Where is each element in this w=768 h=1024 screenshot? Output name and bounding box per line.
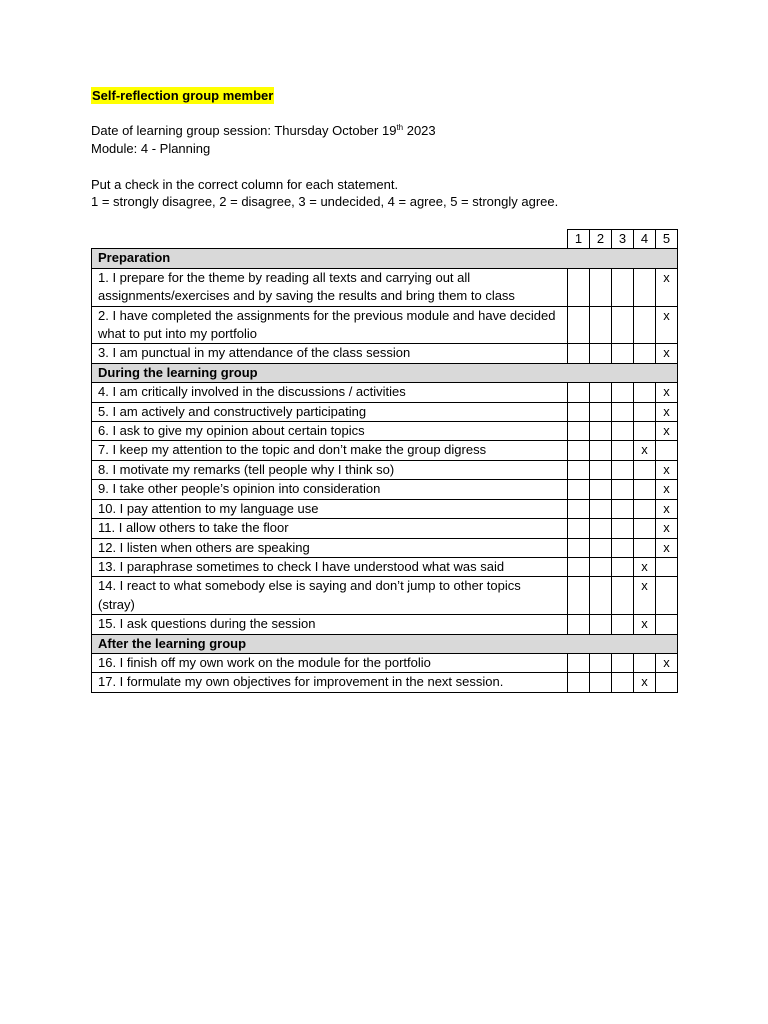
- rating-cell-3[interactable]: [612, 557, 634, 576]
- check-mark: x: [663, 654, 670, 670]
- statement-text: 4. I am critically involved in the discussions / activities: [92, 383, 568, 402]
- rating-cell-4[interactable]: [634, 402, 656, 421]
- rating-cell-4[interactable]: [634, 306, 656, 344]
- check-mark: x: [663, 403, 670, 419]
- rating-header-2: 2: [590, 230, 612, 249]
- rating-cell-3[interactable]: [612, 673, 634, 692]
- rating-cell-3[interactable]: [612, 441, 634, 460]
- section-heading-row: [92, 634, 678, 653]
- rating-cell-2[interactable]: [590, 499, 612, 518]
- check-mark: x: [641, 442, 648, 458]
- section-heading: After the learning group: [92, 634, 678, 653]
- statement-row: [92, 441, 678, 460]
- statement-text: 15. I ask questions during the session: [92, 615, 568, 634]
- check-mark: x: [663, 539, 670, 555]
- rating-cell-1[interactable]: [568, 538, 590, 557]
- rating-cell-3[interactable]: [612, 499, 634, 518]
- check-mark: x: [663, 500, 670, 516]
- rating-cell-5[interactable]: [656, 577, 678, 615]
- rating-cell-5[interactable]: [656, 402, 678, 421]
- statement-row: [92, 306, 678, 344]
- rating-cell-2[interactable]: [590, 422, 612, 441]
- rating-cell-2[interactable]: [590, 615, 612, 634]
- statement-text: 5. I am actively and constructively participating: [92, 402, 568, 421]
- check-mark: x: [663, 384, 670, 400]
- section-heading-row: [92, 249, 678, 268]
- statement-row: [92, 402, 678, 421]
- section-heading: During the learning group: [92, 363, 678, 382]
- rating-cell-3[interactable]: [612, 615, 634, 634]
- rating-cell-1[interactable]: [568, 441, 590, 460]
- statement-row: [92, 268, 678, 306]
- rating-cell-4[interactable]: [634, 615, 656, 634]
- rating-cell-5[interactable]: [656, 673, 678, 692]
- rating-cell-3[interactable]: [612, 344, 634, 363]
- rating-header-4: 4: [634, 230, 656, 249]
- statement-text: 3. I am punctual in my attendance of the class session: [92, 344, 568, 363]
- module-line: Module: 4 - Planning: [91, 141, 211, 156]
- rating-cell-2[interactable]: [590, 557, 612, 576]
- statement-row: [92, 480, 678, 499]
- rating-cell-3[interactable]: [612, 402, 634, 421]
- rating-cell-1[interactable]: [568, 460, 590, 479]
- rating-scale-legend: 1 = strongly disagree, 2 = disagree, 3 = undecided, 4 = agree, 5 = strongly agree.: [91, 194, 559, 209]
- statement-row: [92, 538, 678, 557]
- statement-text: 10. I pay attention to my language use: [92, 499, 568, 518]
- rating-cell-5[interactable]: [656, 653, 678, 672]
- rating-cell-2[interactable]: [590, 577, 612, 615]
- rating-header-5: 5: [656, 230, 678, 249]
- check-mark: x: [663, 345, 670, 361]
- rating-cell-3[interactable]: [612, 480, 634, 499]
- rating-cell-1[interactable]: [568, 422, 590, 441]
- self-reflection-table: [91, 229, 678, 693]
- statement-text: 9. I take other people’s opinion into consideration: [92, 480, 568, 499]
- rating-cell-1[interactable]: [568, 615, 590, 634]
- statement-text: 12. I listen when others are speaking: [92, 538, 568, 557]
- session-date-text: Date of learning group session: Thursday October 19: [91, 123, 397, 138]
- rating-cell-5[interactable]: [656, 344, 678, 363]
- rating-cell-2[interactable]: [590, 402, 612, 421]
- check-mark: x: [663, 423, 670, 439]
- rating-cell-4[interactable]: [634, 383, 656, 402]
- rating-cell-5[interactable]: [656, 306, 678, 344]
- statement-row: [92, 615, 678, 634]
- rating-cell-3[interactable]: [612, 268, 634, 306]
- session-date: [91, 122, 436, 139]
- rating-cell-2[interactable]: [590, 538, 612, 557]
- rating-cell-1[interactable]: [568, 306, 590, 344]
- rating-cell-1[interactable]: [568, 673, 590, 692]
- rating-cell-5[interactable]: [656, 383, 678, 402]
- rating-cell-4[interactable]: [634, 344, 656, 363]
- rating-cell-5[interactable]: [656, 268, 678, 306]
- rating-cell-2[interactable]: [590, 268, 612, 306]
- rating-cell-5[interactable]: [656, 480, 678, 499]
- check-mark: x: [641, 578, 648, 594]
- check-mark: x: [663, 269, 670, 285]
- rating-cell-4[interactable]: [634, 538, 656, 557]
- rating-cell-4[interactable]: [634, 480, 656, 499]
- rating-cell-5[interactable]: [656, 441, 678, 460]
- document-title: Self-reflection group member: [92, 88, 274, 103]
- rating-cell-2[interactable]: [590, 383, 612, 402]
- rating-header-3: 3: [612, 230, 634, 249]
- statement-text: 13. I paraphrase sometimes to check I have understood what was said: [92, 557, 568, 576]
- rating-cell-4[interactable]: [634, 653, 656, 672]
- rating-cell-3[interactable]: [612, 519, 634, 538]
- rating-cell-1[interactable]: [568, 268, 590, 306]
- statement-row: [92, 344, 678, 363]
- rating-cell-4[interactable]: [634, 557, 656, 576]
- rating-cell-2[interactable]: [590, 519, 612, 538]
- rating-cell-3[interactable]: [612, 653, 634, 672]
- rating-cell-4[interactable]: [634, 441, 656, 460]
- rating-cell-4[interactable]: [634, 460, 656, 479]
- statement-text: 6. I ask to give my opinion about certain topics: [92, 422, 568, 441]
- check-mark: x: [663, 461, 670, 477]
- rating-cell-5[interactable]: [656, 460, 678, 479]
- statement-text: 7. I keep my attention to the topic and don’t make the group digress: [92, 441, 568, 460]
- section-heading: Preparation: [92, 249, 678, 268]
- statement-text: 17. I formulate my own objectives for improvement in the next session.: [92, 673, 568, 692]
- header-blank-cell: [92, 230, 568, 249]
- rating-cell-3[interactable]: [612, 538, 634, 557]
- check-mark: x: [663, 481, 670, 497]
- rating-cell-4[interactable]: [634, 519, 656, 538]
- rating-cell-5[interactable]: [656, 422, 678, 441]
- rating-cell-3[interactable]: [612, 383, 634, 402]
- session-date-ordinal: th: [396, 123, 404, 132]
- check-mark: x: [663, 520, 670, 536]
- rating-cell-2[interactable]: [590, 306, 612, 344]
- check-mark: x: [663, 307, 670, 323]
- statement-row: [92, 577, 678, 615]
- statement-row: [92, 653, 678, 672]
- statement-text: 11. I allow others to take the floor: [92, 519, 568, 538]
- rating-cell-3[interactable]: [612, 460, 634, 479]
- check-mark: x: [641, 674, 648, 690]
- rating-cell-3[interactable]: [612, 306, 634, 344]
- rating-header-1: 1: [568, 230, 590, 249]
- rating-cell-1[interactable]: [568, 480, 590, 499]
- rating-cell-4[interactable]: [634, 422, 656, 441]
- rating-cell-1[interactable]: [568, 383, 590, 402]
- check-mark: x: [641, 616, 648, 632]
- statement-row: [92, 673, 678, 692]
- rating-cell-4[interactable]: [634, 499, 656, 518]
- section-heading-row: [92, 363, 678, 382]
- rating-cell-5[interactable]: [656, 557, 678, 576]
- rating-cell-2[interactable]: [590, 441, 612, 460]
- statement-row: [92, 519, 678, 538]
- rating-cell-3[interactable]: [612, 422, 634, 441]
- rating-cell-1[interactable]: [568, 499, 590, 518]
- statement-row: [92, 499, 678, 518]
- check-mark: x: [641, 558, 648, 574]
- rating-cell-1[interactable]: [568, 577, 590, 615]
- statement-text: 2. I have completed the assignments for the previous module and have decided what to put into my portfolio: [92, 306, 568, 344]
- rating-cell-2[interactable]: [590, 673, 612, 692]
- rating-cell-1[interactable]: [568, 653, 590, 672]
- rating-cell-5[interactable]: [656, 538, 678, 557]
- rating-cell-2[interactable]: [590, 344, 612, 363]
- rating-cell-5[interactable]: [656, 499, 678, 518]
- rating-cell-2[interactable]: [590, 653, 612, 672]
- rating-cell-1[interactable]: [568, 519, 590, 538]
- statement-text: 8. I motivate my remarks (tell people why I think so): [92, 460, 568, 479]
- statement-row: [92, 383, 678, 402]
- rating-cell-1[interactable]: [568, 557, 590, 576]
- rating-cell-4[interactable]: [634, 673, 656, 692]
- rating-cell-4[interactable]: [634, 268, 656, 306]
- statement-text: 16. I finish off my own work on the module for the portfolio: [92, 653, 568, 672]
- session-date-year: 2023: [403, 123, 436, 138]
- statement-row: [92, 557, 678, 576]
- rating-cell-1[interactable]: [568, 344, 590, 363]
- rating-cell-3[interactable]: [612, 577, 634, 615]
- rating-cell-1[interactable]: [568, 402, 590, 421]
- statement-text: 14. I react to what somebody else is saying and don’t jump to other topics (stray): [92, 577, 568, 615]
- statement-text: 1. I prepare for the theme by reading all texts and carrying out all assignments/exercises and by saving the results and bring them to class: [92, 268, 568, 306]
- rating-header-row: [92, 230, 678, 249]
- rating-cell-4[interactable]: [634, 577, 656, 615]
- rating-cell-2[interactable]: [590, 460, 612, 479]
- instructions-line: Put a check in the correct column for each statement.: [91, 177, 399, 192]
- rating-cell-5[interactable]: [656, 519, 678, 538]
- checklist-body: [92, 230, 678, 693]
- rating-cell-5[interactable]: [656, 615, 678, 634]
- rating-cell-2[interactable]: [590, 480, 612, 499]
- statement-row: [92, 422, 678, 441]
- statement-row: [92, 460, 678, 479]
